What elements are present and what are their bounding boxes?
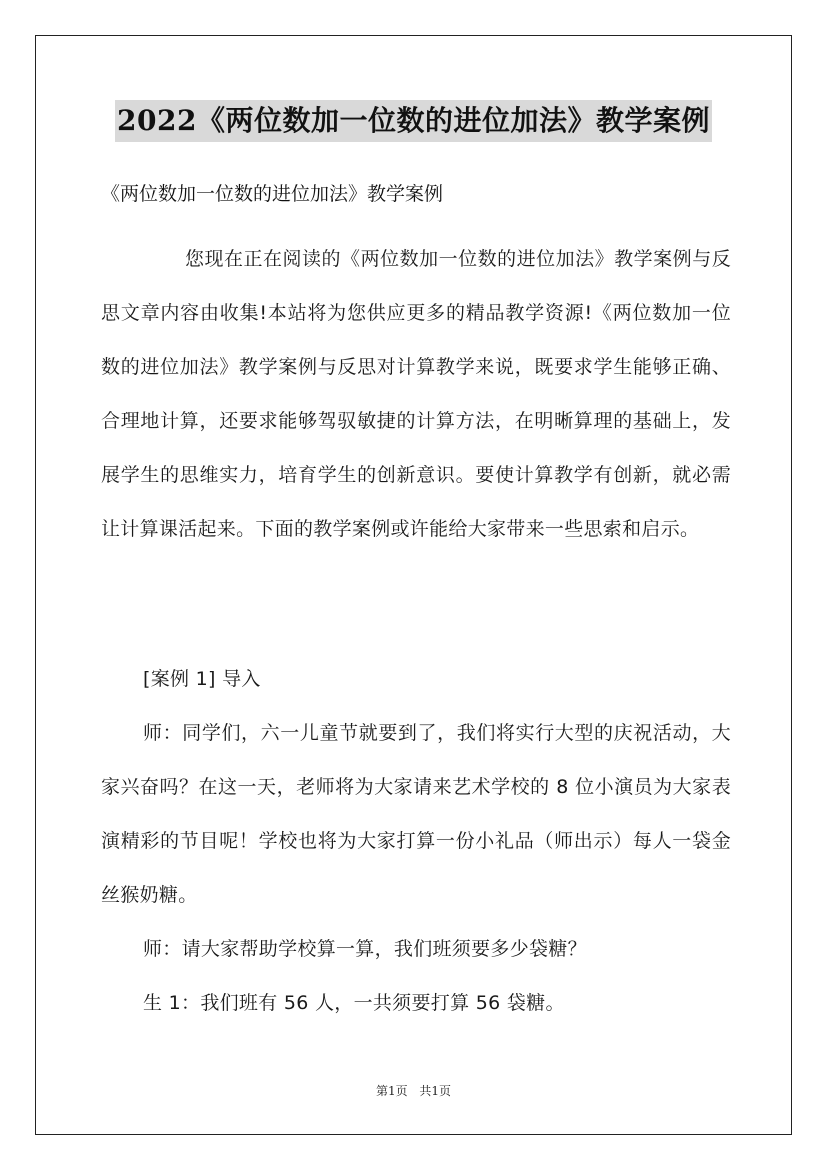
teacher-paragraph-2: 师：请大家帮助学校算一算，我们班须要多少袋糖？ [143,938,587,960]
case-heading: [案例 1] 导入 [143,668,261,690]
document-subtitle: 《两位数加一位数的进位加法》教学案例 [101,183,444,205]
document-title: 2022《两位数加一位数的进位加法》教学案例 [115,100,712,142]
intro-paragraph: 您现在正在阅读的《两位数加一位数的进位加法》教学案例与反思文章内容由收集!本站将为您供应更多的精品教学资源!《两位数加一位数的进位加法》教学案例与反思对计算教学来说，既要求学生能够正确、合理地计算，还要求能够驾驭敏捷的计算方法，在明晰算理的基础上，发展学生的思维实力，培育学生的创新意识。要使计算教学有创新，就必需让计算课活起来。下面的教学案例或许能给大家带来一些思索和启示。 [101,248,731,540]
page-total: 共1页 [419,1084,452,1098]
page-number: 第1页 [375,1084,408,1098]
title-container [0,100,827,142]
student-paragraph-1: 生 1：我们班有 56 人，一共须要打算 56 袋糖。 [143,992,565,1014]
page-footer [0,1082,827,1099]
teacher-paragraph-1: 师：同学们，六一儿童节就要到了，我们将实行大型的庆祝活动，大家兴奋吗？在这一天，老师将为大家请来艺术学校的 8 位小演员为大家表演精彩的节目呢！学校也将为大家打算一份小礼品（师出示）每人一袋金丝猴奶糖。 [101,722,731,906]
